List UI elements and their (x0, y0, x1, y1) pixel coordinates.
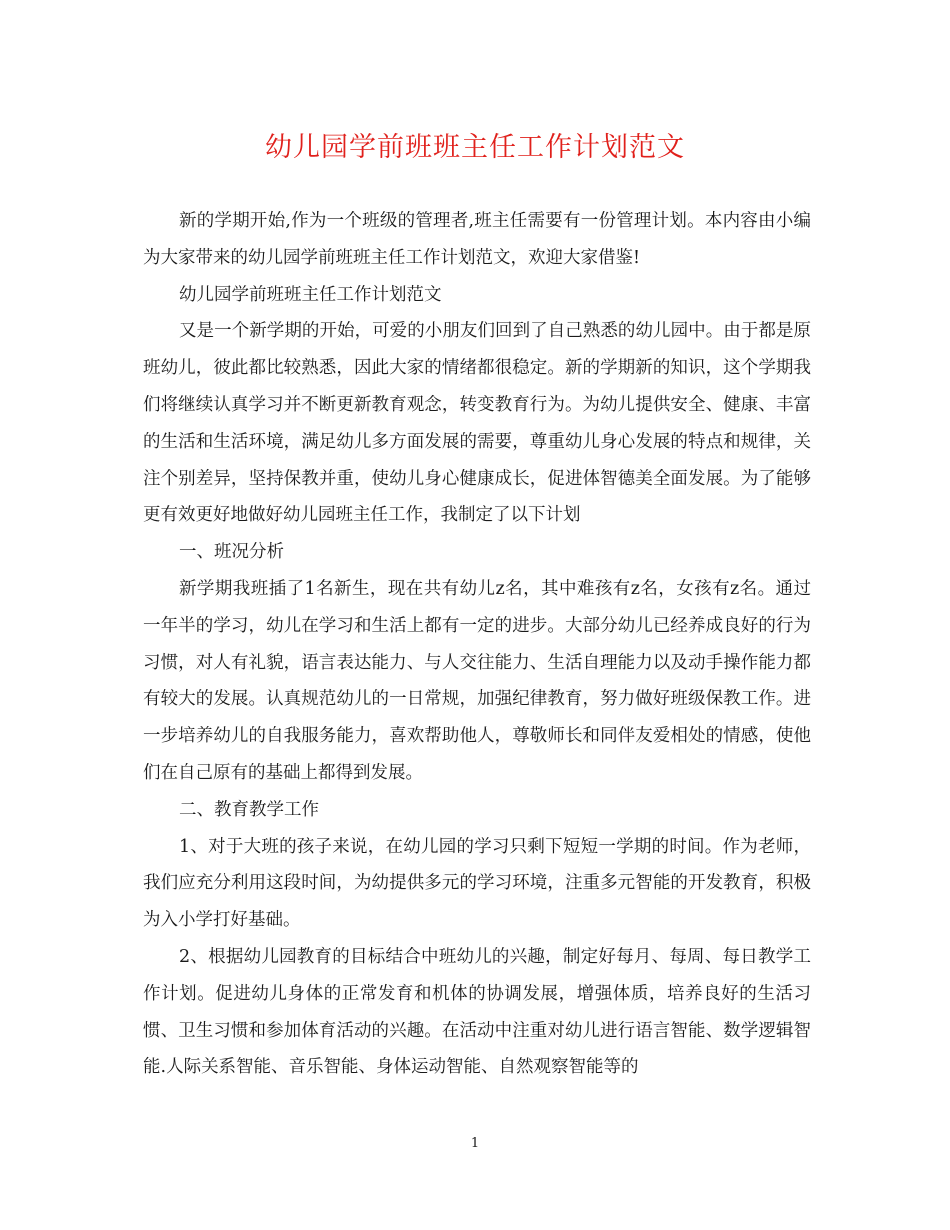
section-heading-teaching-work: 二、教育教学工作 (179, 799, 319, 820)
document-body (143, 203, 811, 1086)
paragraph-opening: 又是一个新学期的开始，可爱的小朋友们回到了自己熟悉的幼儿园中。由于都是原班幼儿，彼此都比较熟悉，因此大家的情绪都很稳定。新的学期新的知识，这个学期我们将继续认真学习并不断更新教育观念，转变教育行为。为幼儿提供安全、健康、丰富的生活和生活环境，满足幼儿多方面发展的需要，尊重幼儿身心发展的特点和规律，关注个别差异，坚持保教并重，使幼儿身心健康成长，促进体智德美全面发展。为了能够更有效更好地做好幼儿园班主任工作，我制定了以下计划 (143, 321, 811, 526)
section-heading-class-analysis: 一、班况分析 (179, 542, 284, 563)
paragraph-teaching-item-2: 2、根据幼儿园教育的目标结合中班幼儿的兴趣，制定好每月、每周、每日教学工作计划。促进幼儿身体的正常发育和机体的协调发展，增强体质，培养良好的生活习惯、卫生习惯和参加体育活动的兴趣。在活动中注重对幼儿进行语言智能、数学逻辑智能.人际关系智能、音乐智能、身体运动智能、自然观察智能等的 (143, 946, 811, 1078)
paragraph-intro: 新的学期开始,作为一个班级的管理者,班主任需要有一份管理计划。本内容由小编为大家带来的幼儿园学前班班主任工作计划范文，欢迎大家借鉴! (143, 211, 811, 268)
paragraph-class-analysis: 新学期我班插了1名新生，现在共有幼儿z名，其中难孩有z名，女孩有z名。通过一年半的学习，幼儿在学习和生活上都有一定的进步。大部分幼儿已经养成良好的行为习惯，对人有礼貌，语言表达能力、与人交往能力、生活自理能力以及动手操作能力都有较大的发展。认真规范幼儿的一日常规，加强纪律教育，努力做好班级保教工作。进一步培养幼儿的自我服务能力，喜欢帮助他人，尊敬师长和同伴友爱相处的情感，使他们在自己原有的基础上都得到发展。 (143, 578, 811, 783)
paragraph-teaching-item-1: 1、对于大班的孩子来说，在幼儿园的学习只剩下短短一学期的时间。作为老师，我们应充分利用这段时间，为幼提供多元的学习环境，注重多元智能的开发教育，积极为入小学打好基础。 (143, 836, 811, 931)
page-number: 1 (470, 1136, 480, 1151)
paragraph-subtitle: 幼儿园学前班班主任工作计划范文 (179, 284, 442, 305)
document-title: 幼儿园学前班班主任工作计划范文 (265, 132, 685, 163)
